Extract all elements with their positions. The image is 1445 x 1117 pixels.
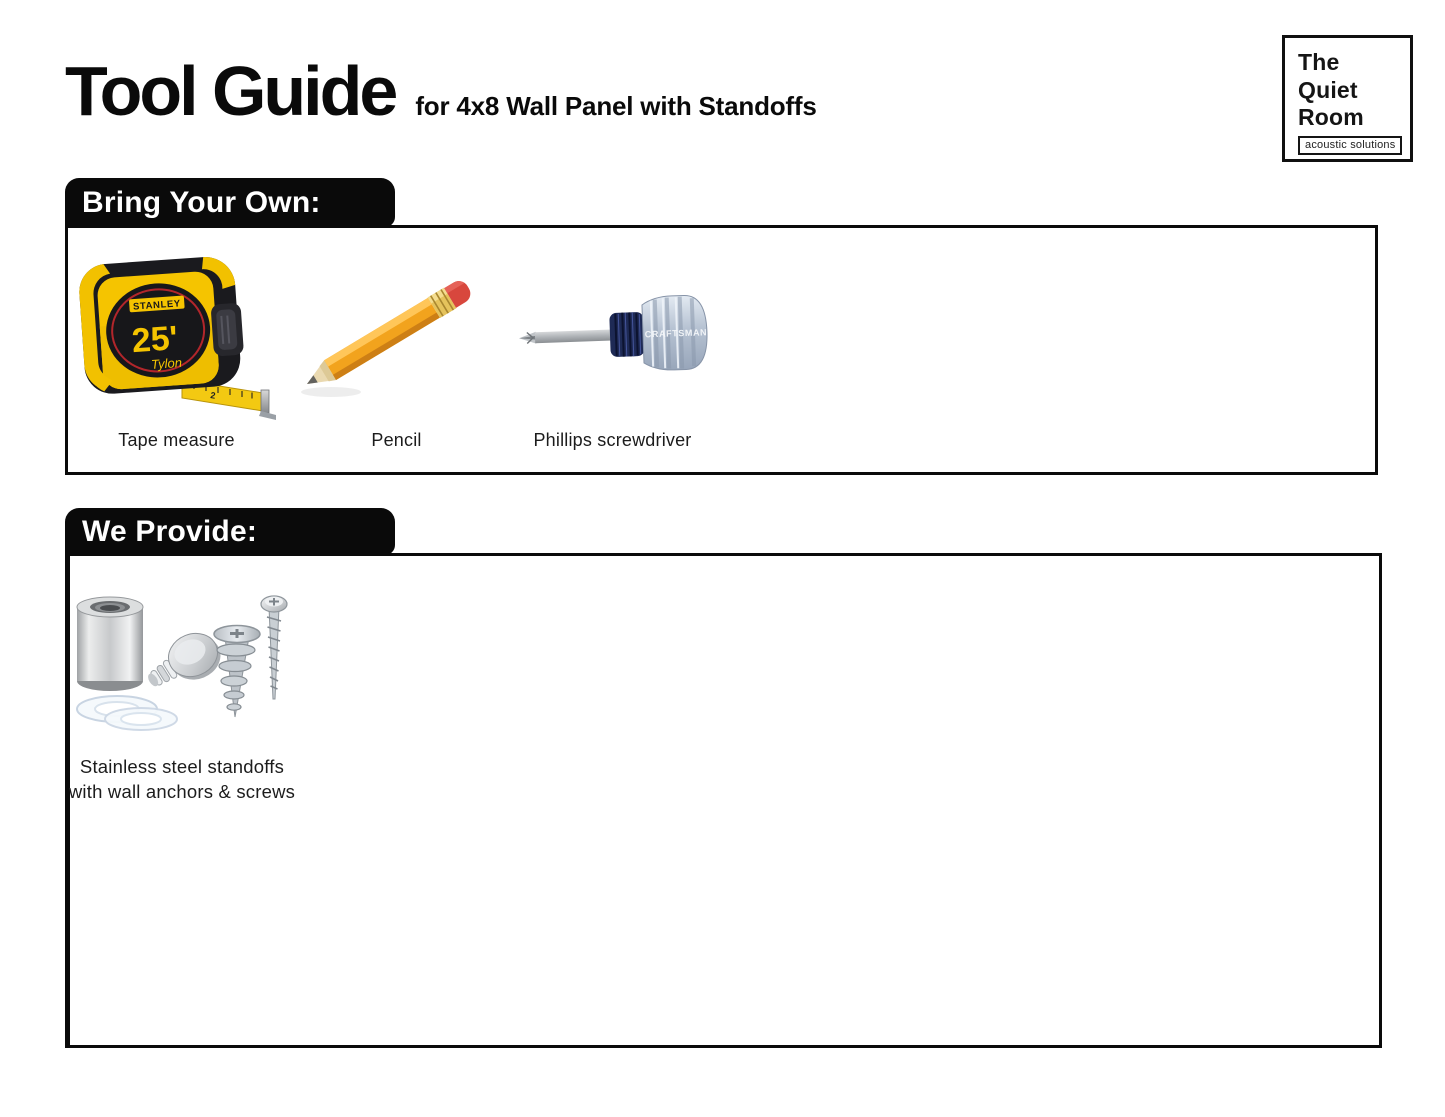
tape-blade-number: 2 xyxy=(209,390,217,401)
standoffs-hardware-photo xyxy=(62,568,302,754)
brand-logo xyxy=(1282,35,1413,162)
standoffs-caption-line-1: Stainless steel standoffs xyxy=(79,756,285,777)
tape-measure-icon xyxy=(74,250,279,420)
logo-tagline: acoustic solutions xyxy=(1298,136,1402,155)
page-title: Tool Guide xyxy=(65,52,396,130)
phillips-screwdriver-icon xyxy=(515,290,711,380)
section-box-we-provide xyxy=(65,553,1382,1048)
standoffs-anchors-screws-icon xyxy=(65,577,300,745)
logo-line-2: Quiet xyxy=(1298,76,1358,103)
section-tab-bring-your-own: Bring Your Own: xyxy=(65,178,395,227)
tool-item-phillips-screwdriver xyxy=(500,242,725,452)
header xyxy=(65,52,817,130)
tape-brand-label: STANLEY xyxy=(132,298,182,313)
standoffs-caption-line-2: with wall anchors & screws xyxy=(68,781,296,802)
screwdriver-brand-label: CRAFTSMAN xyxy=(644,327,707,340)
tool-caption-tape-measure: Tape measure xyxy=(118,430,235,450)
tool-caption-standoffs xyxy=(62,754,302,804)
logo-line-1: The xyxy=(1298,49,1340,75)
pencil-photo xyxy=(284,242,509,428)
tool-item-pencil xyxy=(284,242,509,452)
logo-line-3: Room xyxy=(1298,104,1364,131)
tape-measure-photo xyxy=(64,242,289,428)
page-subtitle: for 4x8 Wall Panel with Standoffs xyxy=(415,91,817,121)
section-tab-we-provide: We Provide: xyxy=(65,508,395,555)
phillips-screwdriver-photo xyxy=(500,242,725,428)
tape-material-label: Tylon xyxy=(150,354,183,372)
pencil-icon xyxy=(297,268,497,402)
tool-item-tape-measure xyxy=(64,242,289,452)
tape-size-label: 25' xyxy=(130,319,180,361)
tool-caption-phillips-screwdriver: Phillips screwdriver xyxy=(533,430,692,450)
tool-item-standoffs xyxy=(62,568,302,804)
section-box-bring-your-own xyxy=(65,225,1378,475)
tool-caption-pencil: Pencil xyxy=(371,430,422,450)
